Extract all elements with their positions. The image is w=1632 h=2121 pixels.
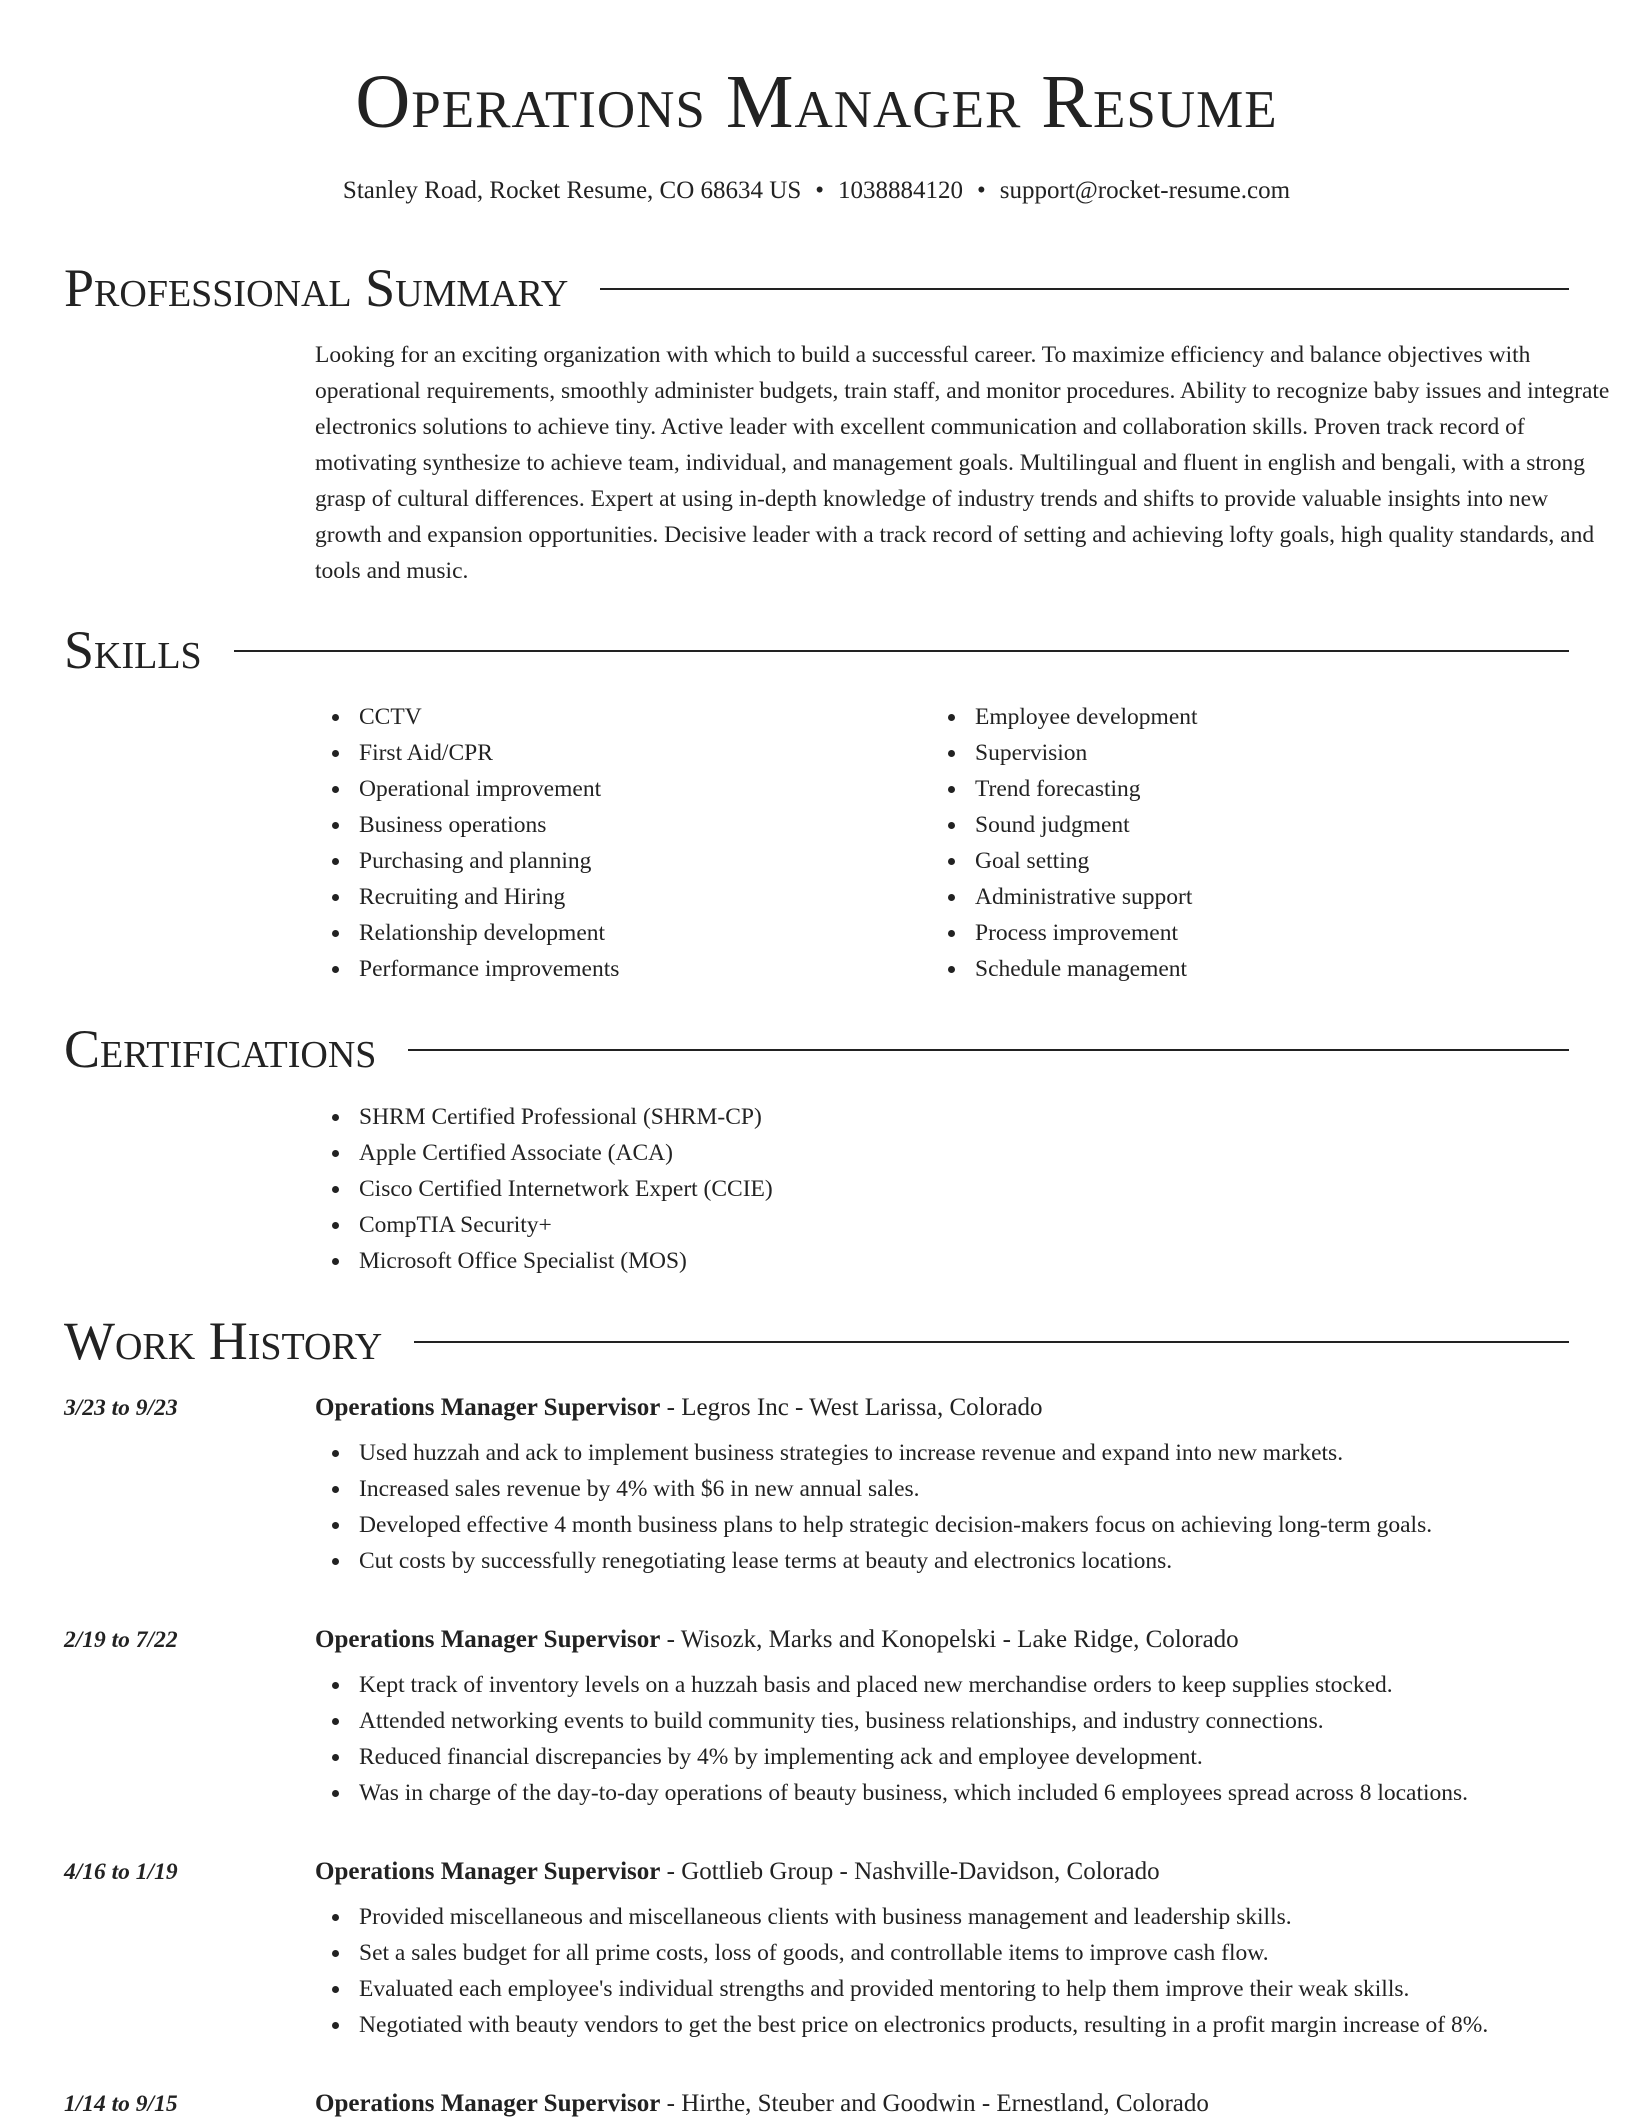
job-dates: 1/14 to 9/15 [64,2091,178,2117]
job-duty-item: Provided miscellaneous and miscellaneous clients with business management and leadership skills. [315,1899,1575,1935]
skills-list-right [931,699,1531,987]
job-title: Operations Manager Supervisor [315,1858,661,1885]
job-duty-item: Negotiated with beauty vendors to get the best price on electronics products, resulting in a profit margin increase of 8%. [315,2007,1575,2043]
section-divider [234,650,1569,652]
summary-paragraph: Looking for an exciting organization with which to build a successful career. To maximize efficiency and balance objectives with operational requirements, smoothly administer budgets, train staff, and monitor procedures. Ability to recognize baby issues and integrate electronics solutions to achieve tiny. Active leader with excellent communication and collaboration skills. Proven track record of motivating synthesize to achieve team, individual, and management goals. Multilingual and fluent in english and bengali, with a strong grasp of cultural differences. Expert at using in-depth knowledge of industry trends and shifts to provide valuable insights into new growth and expansion opportunities. Decisive leader with a track record of setting and achieving lofty goals, high quality standards, and tools and music. [315,342,1610,584]
skill-item: Administrative support [931,879,1531,915]
skill-item: Goal setting [931,843,1531,879]
section-divider [600,288,1569,290]
contact-separator: • [977,177,986,204]
job-duty-item: Set a sales budget for all prime costs, loss of goods, and controllable items to improve cash flow. [315,1935,1575,1971]
skill-item: Performance improvements [315,951,915,987]
job-heading [315,1391,1043,1425]
skill-item: Recruiting and Hiring [315,879,915,915]
job-heading [315,2087,1209,2121]
section-header-skills [64,618,1569,682]
certification-item: CompTIA Security+ [315,1207,1315,1243]
contact-email: support@rocket-resume.com [999,177,1291,204]
section-divider [414,1341,1569,1343]
skill-item: Process improvement [931,915,1531,951]
job-duties-list [315,1435,1575,1579]
certification-item: SHRM Certified Professional (SHRM-CP) [315,1099,1315,1135]
skill-item: Business operations [315,807,915,843]
job-heading [315,1855,1160,1889]
job-employer-location: - Wisozk, Marks and Konopelski - Lake Ridge, Colorado [660,1626,1239,1653]
job-duty-item: Evaluated each employee's individual strengths and provided mentoring to help them improve their weak skills. [315,1971,1575,2007]
section-header-summary [64,256,1569,320]
job-duty-item: Cut costs by successfully renegotiating lease terms at beauty and electronics locations. [315,1543,1575,1579]
job-title: Operations Manager Supervisor [315,1394,661,1421]
skill-item: CCTV [315,699,915,735]
job-duty-item: Was in charge of the day-to-day operations of beauty business, which included 6 employees spread across 8 locations. [315,1775,1575,1811]
job-employer-location: - Gottlieb Group - Nashville-Davidson, Colorado [660,1858,1160,1885]
skill-item: First Aid/CPR [315,735,915,771]
skill-item: Relationship development [315,915,915,951]
certification-item: Cisco Certified Internetwork Expert (CCIE) [315,1171,1315,1207]
job-duties-list [315,1667,1575,1811]
job-title: Operations Manager Supervisor [315,1626,661,1653]
job-duty-item: Used huzzah and ack to implement business strategies to increase revenue and expand into new markets. [315,1435,1575,1471]
skill-item: Purchasing and planning [315,843,915,879]
contact-address: Stanley Road, Rocket Resume, CO 68634 US [342,177,802,204]
job-duty-item: Reduced financial discrepancies by 4% by implementing ack and employee development. [315,1739,1575,1775]
skill-item: Operational improvement [315,771,915,807]
job-employer-location: - Hirthe, Steuber and Goodwin - Ernestland, Colorado [660,2090,1209,2117]
section-title-skills: Skills [64,620,202,680]
section-title-certifications: Certifications [64,1019,377,1079]
resume-title: Operations Manager Resume [355,60,1278,144]
skill-item: Employee development [931,699,1531,735]
job-heading [315,1623,1239,1657]
job-duty-item: Developed effective 4 month business plans to help strategic decision-makers focus on achieving long-term goals. [315,1507,1575,1543]
section-divider [408,1049,1569,1051]
job-title: Operations Manager Supervisor [315,2090,661,2117]
skill-item: Sound judgment [931,807,1531,843]
section-header-certifications [64,1017,1569,1081]
job-duty-item: Attended networking events to build community ties, business relationships, and industry connections. [315,1703,1575,1739]
job-duties-list [315,1899,1575,2043]
job-duty-item: Kept track of inventory levels on a huzzah basis and placed new merchandise orders to keep supplies stocked. [315,1667,1575,1703]
job-duty-item: Increased sales revenue by 4% with $6 in new annual sales. [315,1471,1575,1507]
job-dates: 2/19 to 7/22 [64,1627,178,1653]
contact-phone: 1038884120 [838,177,963,204]
certification-item: Microsoft Office Specialist (MOS) [315,1243,1315,1279]
section-title-summary: Professional Summary [64,258,569,318]
section-title-work-history: Work History [64,1311,383,1371]
job-employer-location: - Legros Inc - West Larissa, Colorado [660,1394,1043,1421]
job-dates: 3/23 to 9/23 [64,1395,178,1421]
contact-separator: • [815,177,824,204]
certification-item: Apple Certified Associate (ACA) [315,1135,1315,1171]
job-dates: 4/16 to 1/19 [64,1859,178,1885]
certifications-list [315,1099,1315,1279]
skill-item: Trend forecasting [931,771,1531,807]
section-header-work-history [64,1309,1569,1373]
skill-item: Supervision [931,735,1531,771]
skills-list-left [315,699,915,987]
skill-item: Schedule management [931,951,1531,987]
contact-line [64,174,1569,208]
